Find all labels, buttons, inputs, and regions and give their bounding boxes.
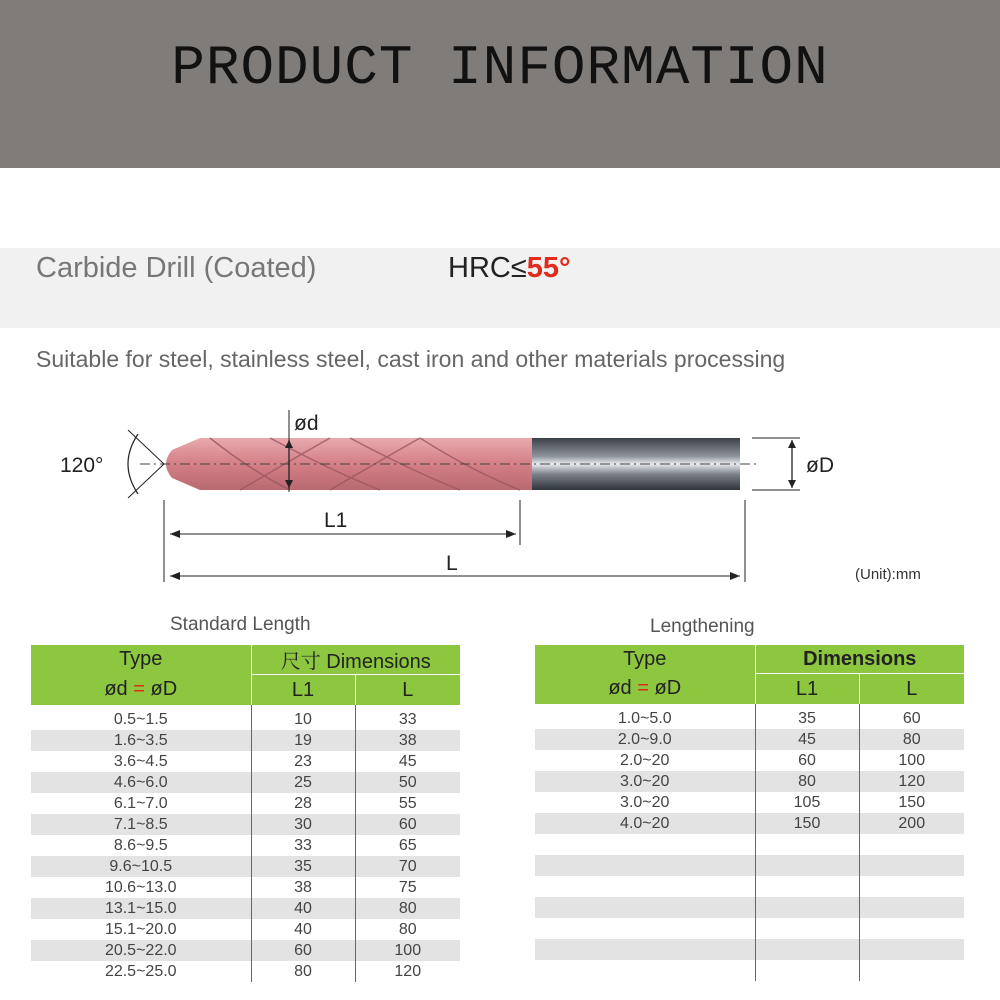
lengthening-table — [535, 645, 964, 981]
l1-cell — [755, 918, 859, 939]
table-row — [31, 793, 460, 814]
table-row — [31, 940, 460, 961]
l-cell: 45 — [355, 751, 460, 772]
l1-cell: 35 — [755, 708, 859, 729]
l1-cell: 45 — [755, 729, 859, 750]
dimensions-header: Dimensions — [755, 645, 964, 674]
col-header-l: L — [355, 675, 460, 706]
type-cell — [535, 876, 755, 897]
table-row — [535, 813, 964, 834]
suitability-text: Suitable for steel, stainless steel, cast iron and other materials processing — [36, 346, 786, 372]
l1-cell: 23 — [251, 751, 355, 772]
type-cell: 4.6~6.0 — [31, 772, 251, 793]
type-cell: 13.1~15.0 — [31, 898, 251, 919]
l-cell: 80 — [355, 919, 460, 940]
l-cell: 70 — [355, 856, 460, 877]
l1-cell: 38 — [251, 877, 355, 898]
table-row — [535, 918, 964, 939]
col-header-l1: L1 — [755, 674, 859, 705]
type-cell: 1.6~3.5 — [31, 730, 251, 751]
l1-cell — [755, 876, 859, 897]
type-cell: 3.6~4.5 — [31, 751, 251, 772]
product-name: Carbide Drill (Coated) — [36, 252, 317, 284]
l1-cell: 10 — [251, 709, 355, 730]
l-cell: 75 — [355, 877, 460, 898]
table-row — [535, 897, 964, 918]
l-cell: 33 — [355, 709, 460, 730]
point-angle-arc — [128, 434, 138, 494]
table-row — [535, 729, 964, 750]
table-row — [535, 834, 964, 855]
l-cell: 100 — [859, 750, 964, 771]
table-row — [535, 750, 964, 771]
l1-cell — [755, 939, 859, 960]
l1-cell: 105 — [755, 792, 859, 813]
l-cell: 60 — [355, 814, 460, 835]
l1-cell: 80 — [755, 771, 859, 792]
l1-cell: 40 — [251, 919, 355, 940]
l1-cell: 40 — [251, 898, 355, 919]
type-cell — [535, 897, 755, 918]
l-cell — [859, 897, 964, 918]
l1-cell: 19 — [251, 730, 355, 751]
type-cell — [535, 939, 755, 960]
table-row — [535, 855, 964, 876]
l-cell — [859, 834, 964, 855]
type-cell — [535, 918, 755, 939]
l-cell — [859, 855, 964, 876]
l-cell: 120 — [355, 961, 460, 982]
table-row — [535, 939, 964, 960]
table-row — [31, 919, 460, 940]
table-row — [31, 709, 460, 730]
title-banner — [0, 0, 1000, 168]
l-cell: 38 — [355, 730, 460, 751]
table-row — [31, 898, 460, 919]
type-cell: 9.6~10.5 — [31, 856, 251, 877]
l1-cell: 60 — [251, 940, 355, 961]
type-cell: 22.5~25.0 — [31, 961, 251, 982]
type-cell: 2.0~20 — [535, 750, 755, 771]
unit-note: (Unit):mm — [855, 566, 921, 583]
l-cell — [859, 960, 964, 981]
table-row — [31, 730, 460, 751]
table-row — [535, 960, 964, 981]
angle-label: 120° — [60, 454, 104, 477]
l-cell: 55 — [355, 793, 460, 814]
l-cell — [859, 918, 964, 939]
type-header: Type — [535, 645, 755, 674]
type-cell — [535, 855, 755, 876]
D-label: øD — [806, 454, 834, 477]
table-row — [31, 814, 460, 835]
d-label: ød — [294, 412, 319, 435]
standard-length-caption: Standard Length — [170, 614, 311, 635]
l1-cell: 60 — [755, 750, 859, 771]
type-cell: 2.0~9.0 — [535, 729, 755, 750]
page-title: PRODUCT INFORMATION — [171, 36, 829, 100]
l1-cell — [755, 834, 859, 855]
type-cell: 1.0~5.0 — [535, 708, 755, 729]
l-cell: 65 — [355, 835, 460, 856]
table-row — [31, 961, 460, 982]
type-header: Type — [31, 645, 251, 675]
type-cell — [535, 834, 755, 855]
type-subheader: ød = øD — [535, 674, 755, 705]
type-cell: 4.0~20 — [535, 813, 755, 834]
table-row — [535, 708, 964, 729]
l-cell: 120 — [859, 771, 964, 792]
table-row — [535, 792, 964, 813]
l1-cell — [755, 897, 859, 918]
hrc-value: 55° — [526, 252, 571, 284]
l1-cell — [755, 855, 859, 876]
l1-cell: 80 — [251, 961, 355, 982]
table-row — [31, 751, 460, 772]
l-cell: 150 — [859, 792, 964, 813]
table-row — [31, 835, 460, 856]
l-cell: 60 — [859, 708, 964, 729]
type-cell: 6.1~7.0 — [31, 793, 251, 814]
table-row — [31, 772, 460, 793]
table-row — [535, 876, 964, 897]
type-cell: 15.1~20.0 — [31, 919, 251, 940]
col-header-l1: L1 — [251, 675, 355, 706]
l1-cell: 28 — [251, 793, 355, 814]
l-cell — [859, 876, 964, 897]
table-row — [31, 877, 460, 898]
l1-cell: 33 — [251, 835, 355, 856]
l1-cell: 35 — [251, 856, 355, 877]
type-cell: 7.1~8.5 — [31, 814, 251, 835]
type-cell: 8.6~9.5 — [31, 835, 251, 856]
hardness-rating — [448, 252, 571, 285]
type-subheader: ød = øD — [31, 675, 251, 706]
type-cell: 20.5~22.0 — [31, 940, 251, 961]
lengthening-caption: Lengthening — [650, 616, 755, 637]
type-cell: 10.6~13.0 — [31, 877, 251, 898]
L1-label: L1 — [324, 509, 348, 532]
table-row — [31, 856, 460, 877]
hrc-label: HRC≤ — [448, 252, 527, 284]
l-cell: 100 — [355, 940, 460, 961]
type-cell: 3.0~20 — [535, 792, 755, 813]
type-cell: 0.5~1.5 — [31, 709, 251, 730]
table-row — [535, 771, 964, 792]
l1-cell: 25 — [251, 772, 355, 793]
l1-cell: 30 — [251, 814, 355, 835]
l-cell: 80 — [859, 729, 964, 750]
l1-cell: 150 — [755, 813, 859, 834]
type-cell: 3.0~20 — [535, 771, 755, 792]
dimensions-header: 尺寸 Dimensions — [251, 645, 460, 675]
l-cell: 80 — [355, 898, 460, 919]
type-cell — [535, 960, 755, 981]
l-cell: 200 — [859, 813, 964, 834]
L-label: L — [446, 552, 458, 575]
col-header-l: L — [859, 674, 964, 705]
l-cell: 50 — [355, 772, 460, 793]
l1-cell — [755, 960, 859, 981]
standard-length-table — [31, 645, 460, 982]
l-cell — [859, 939, 964, 960]
drill-diagram — [0, 400, 1000, 600]
